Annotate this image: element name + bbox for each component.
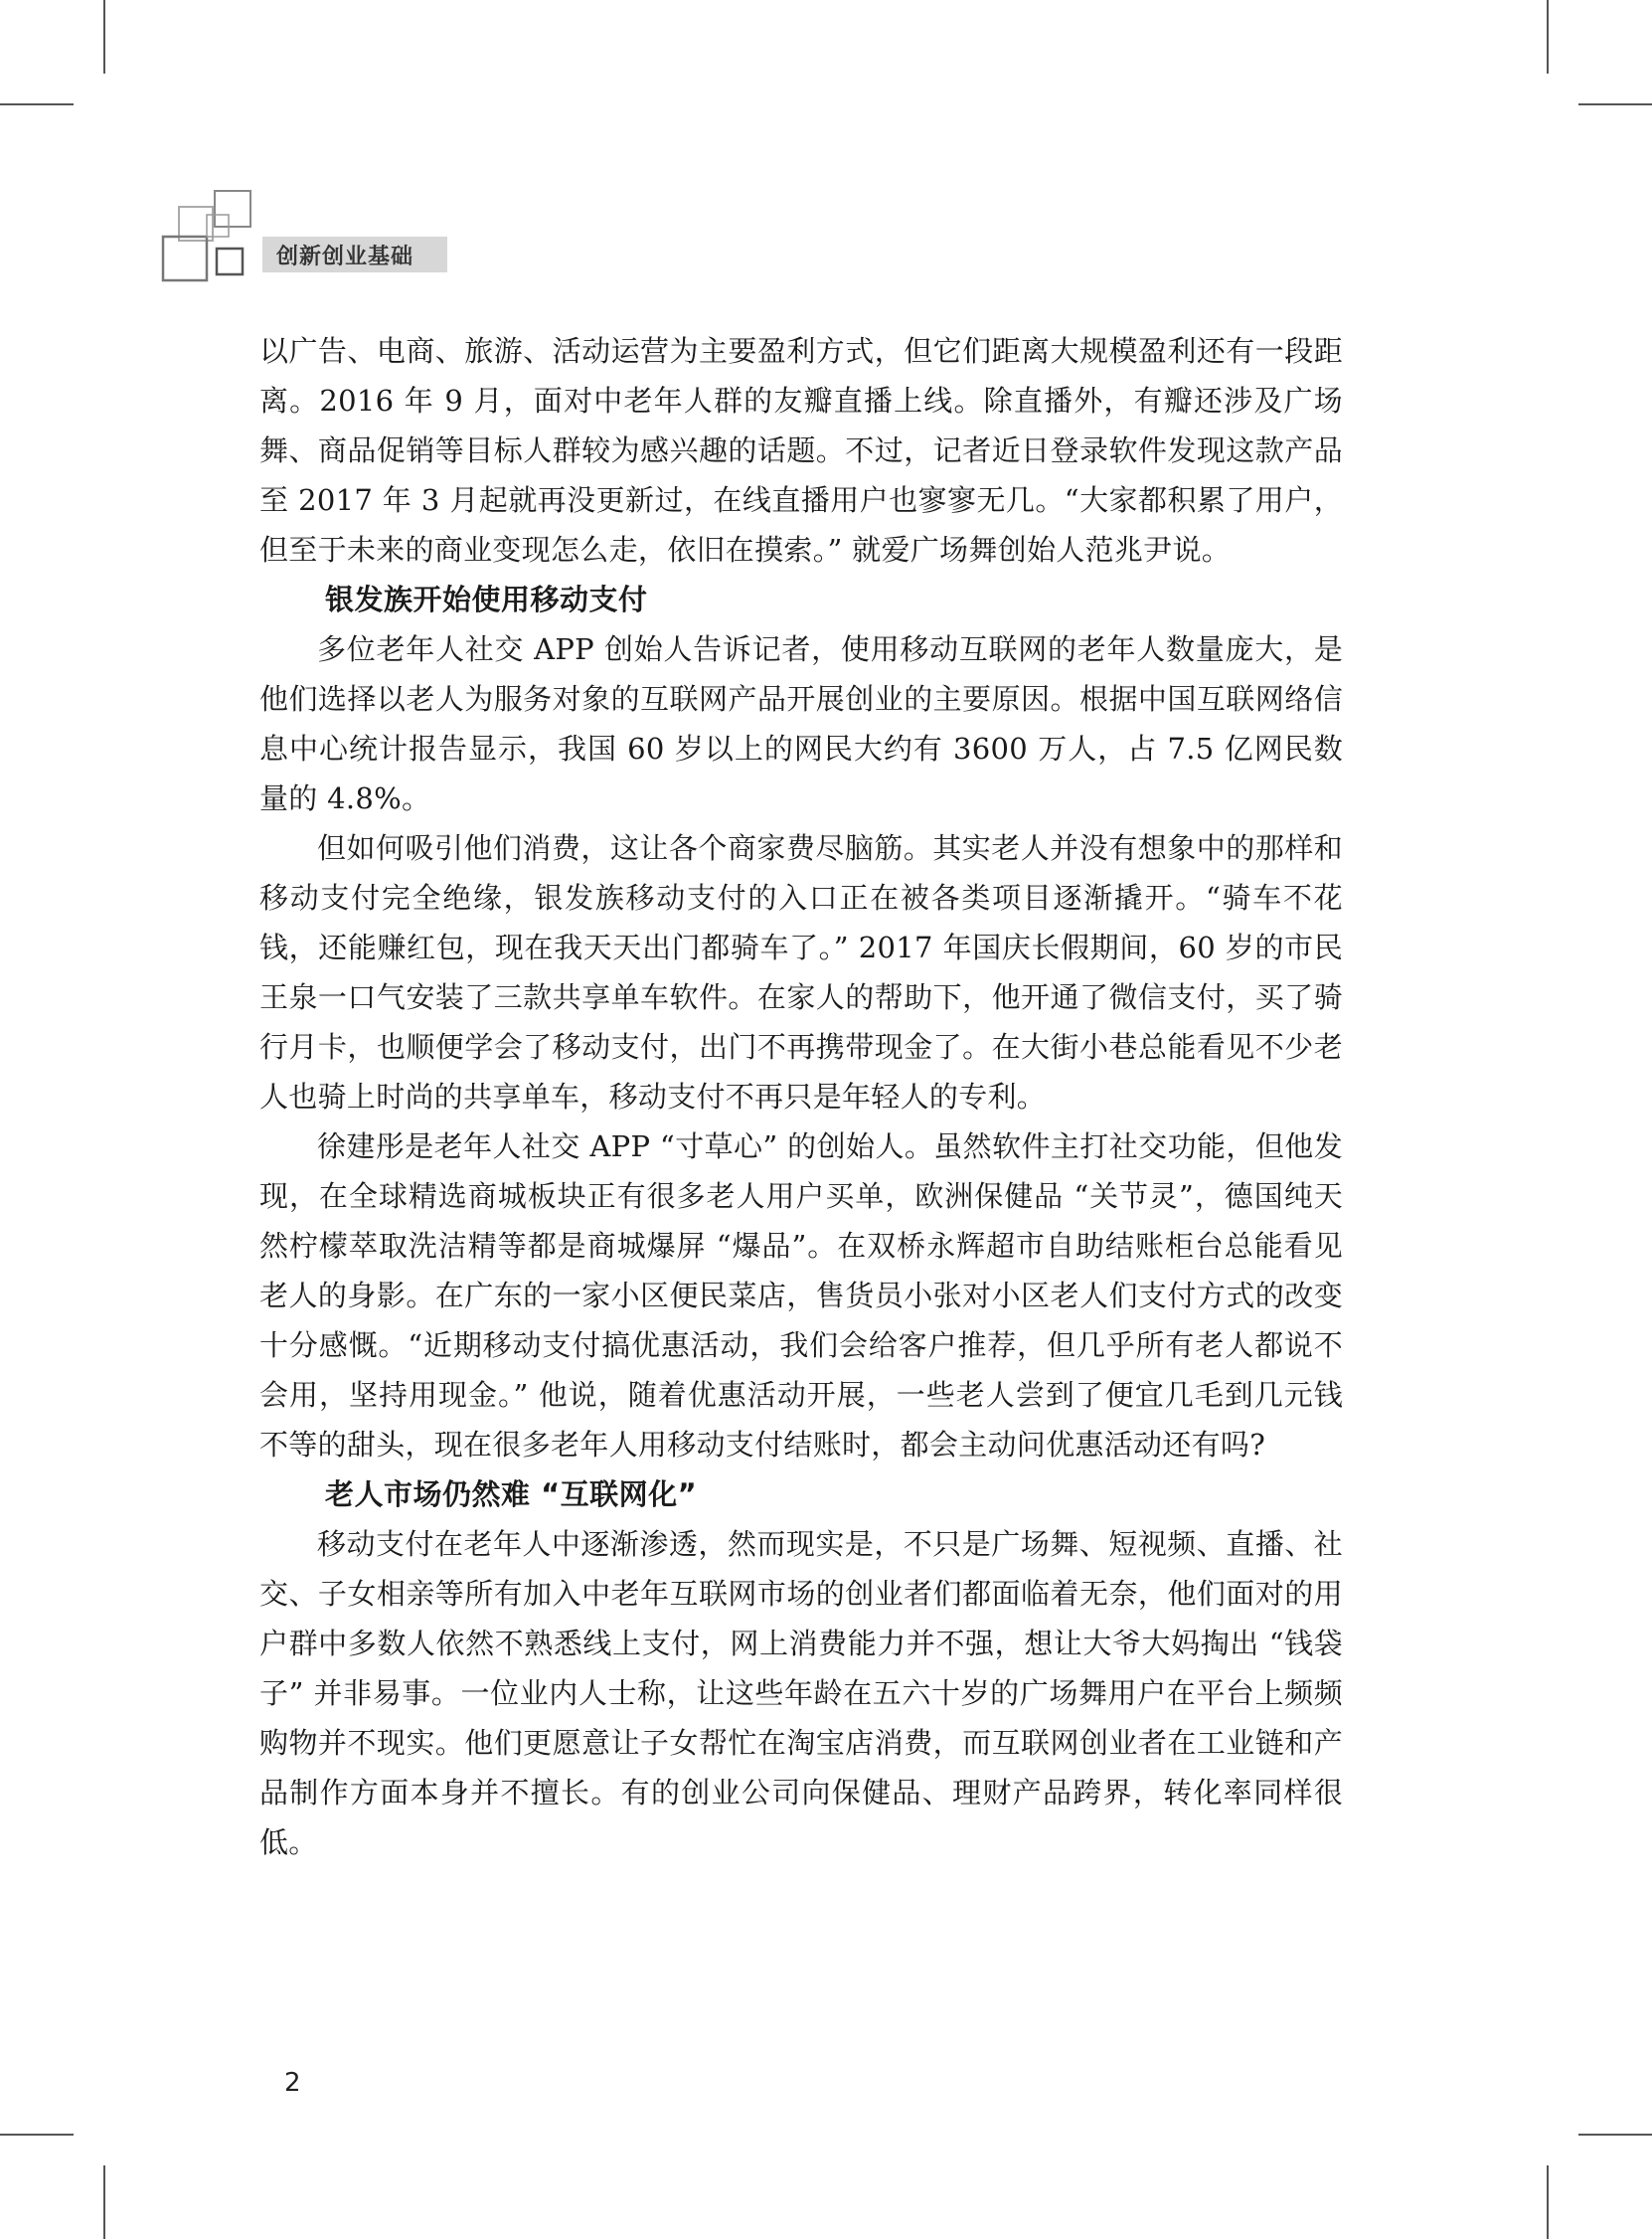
section-heading: 银发族开始使用移动支付: [325, 583, 648, 616]
overlapping-squares-icon: [159, 189, 268, 284]
crop-mark: [0, 2134, 74, 2136]
paragraph: 多位老年人社交 APP 创始人告诉记者，使用移动互联网的老年人数量庞大，是他们选择以老人为服务对象的互联网产品开展创业的主要原因。根据中国互联网络信息中心统计报告显示，我国 60 岁以上的网民大约有 3600 万人，占 7.5 亿网民数量的 4.8%。: [259, 632, 1343, 815]
crop-mark: [1547, 2165, 1549, 2239]
paragraph: 但如何吸引他们消费，这让各个商家费尽脑筋。其实老人并没有想象中的那样和移动支付完全绝缘，银发族移动支付的入口正在被各类项目逐渐撬开。“骑车不花钱，还能赚红包，现在我天天出门都骑车了。” 2017 年国庆长假期间，60 岁的市民王泉一口气安装了三款共享单车软件。在家人的帮助下，他开通了微信支付，买了骑行月卡，也顺便学会了移动支付，出门不再携带现金了。在大街小巷总能看见不少老人也骑上时尚的共享单车，移动支付不再只是年轻人的专利。: [259, 831, 1343, 1114]
page-number: 2: [284, 2068, 301, 2098]
crop-mark: [103, 0, 105, 74]
crop-mark: [1578, 2134, 1652, 2136]
section-heading: 老人市场仍然难 “互联网化”: [325, 1477, 698, 1511]
running-head: 创新创业基础: [262, 237, 447, 272]
paragraph: 徐建彤是老年人社交 APP “寸草心” 的创始人。虽然软件主打社交功能，但他发现，在全球精选商城板块正有很多老人用户买单，欧洲保健品 “关节灵”，德国纯天然柠檬萃取洗洁精等都是商城爆屏 “爆品”。在双桥永辉超市自助结账柜台总能看见老人的身影。在广东的一家小区便民菜店，售货员小张对小区老人们支付方式的改变十分感慨。“近期移动支付搞优惠活动，我们会给客户推荐，但几乎所有老人都说不会用，坚持用现金。” 他说，随着优惠活动开展，一些老人尝到了便宜几毛到几元钱不等的甜头，现在很多老年人用移动支付结账时，都会主动问优惠活动还有吗?: [259, 1129, 1343, 1462]
paragraph: 移动支付在老年人中逐渐渗透，然而现实是，不只是广场舞、短视频、直播、社交、子女相亲等所有加入中老年互联网市场的创业者们都面临着无奈，他们面对的用户群中多数人依然不熟悉线上支付，网上消费能力并不强，想让大爷大妈掏出 “钱袋子” 并非易事。一位业内人士称，让这些年龄在五六十岁的广场舞用户在平台上频频购物并不现实。他们更愿意让子女帮忙在淘宝店消费，而互联网创业者在工业链和产品制作方面本身并不擅长。有的创业公司向保健品、理财产品跨界，转化率同样很低。: [259, 1527, 1343, 1859]
paragraph: 以广告、电商、旅游、活动运营为主要盈利方式，但它们距离大规模盈利还有一段距离。2016 年 9 月，面对中老年人群的友瓣直播上线。除直播外，有瓣还涉及广场舞、商品促销等目标人群较为感兴趣的话题。不过，记者近日登录软件发现这款产品至 2017 年 3 月起就再没更新过，在线直播用户也寥寥无几。“大家都积累了用户，但至于未来的商业变现怎么走，依旧在摸索。” 就爱广场舞创始人范兆尹说。: [259, 334, 1343, 567]
crop-mark: [103, 2165, 105, 2239]
crop-mark: [0, 103, 74, 105]
crop-mark: [1578, 103, 1652, 105]
article-body: [259, 326, 1343, 1867]
crop-mark: [1547, 0, 1549, 74]
